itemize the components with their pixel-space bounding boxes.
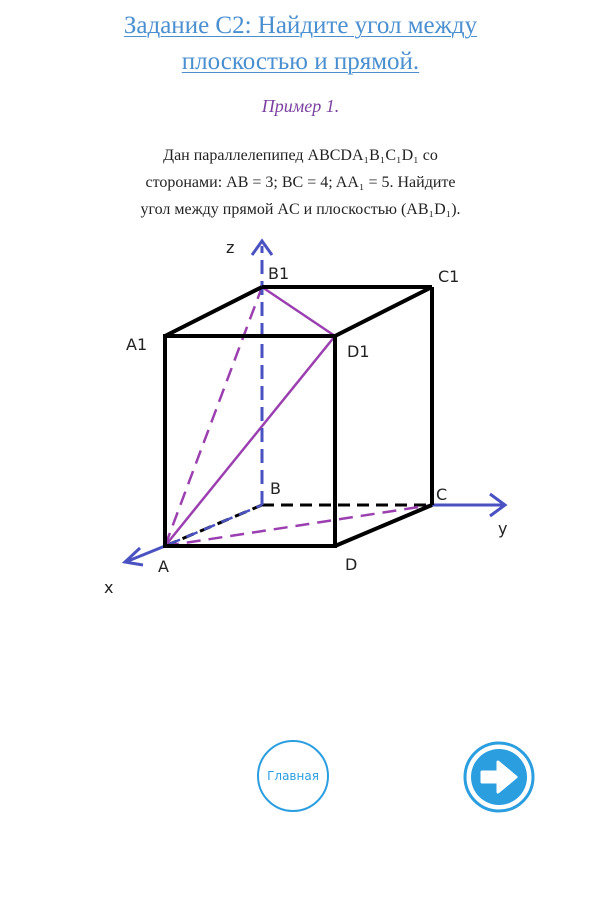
arrow-right-icon xyxy=(462,740,536,814)
title-line-1: Задание С2: Найдите угол между xyxy=(123,12,478,39)
x-axis-label: x xyxy=(104,578,114,597)
home-button-label: Главная xyxy=(267,769,319,783)
problem-line-1: Дан параллелепипед ABCDA₁B₁C₁D₁ со xyxy=(163,147,438,164)
edge-d-c xyxy=(335,505,432,546)
y-axis-label: y xyxy=(498,519,508,538)
title-line-2: плоскостью и прямой. xyxy=(181,48,420,75)
edge-c1-d1 xyxy=(335,287,432,336)
example-label: Пример 1. xyxy=(261,96,340,116)
vertex-label-a1: A1 xyxy=(126,335,148,354)
problem-line-3: угол между прямой AC и плоскостью (AB₁D₁). xyxy=(140,201,461,218)
line-a-c xyxy=(165,505,432,546)
vertex-label-b: B xyxy=(270,479,281,498)
vertex-label-c: C xyxy=(436,485,448,504)
home-button[interactable] xyxy=(257,740,329,812)
problem-line-2: сторонами: AB = 3; BC = 4; AA₁ = 5. Найдите xyxy=(145,174,456,191)
line-a-d1 xyxy=(165,336,335,546)
vertex-label-d: D xyxy=(345,555,358,574)
next-button[interactable] xyxy=(462,740,536,814)
vertex-label-d1: D1 xyxy=(347,342,370,361)
line-b1-d1 xyxy=(262,287,335,336)
axis-b-a xyxy=(165,505,262,546)
vertex-label-b1: B1 xyxy=(268,264,290,283)
line-a-b1 xyxy=(165,287,262,546)
vertex-label-c1: C1 xyxy=(438,267,460,286)
z-axis-label: z xyxy=(226,238,235,257)
vertex-label-a: A xyxy=(158,557,169,576)
